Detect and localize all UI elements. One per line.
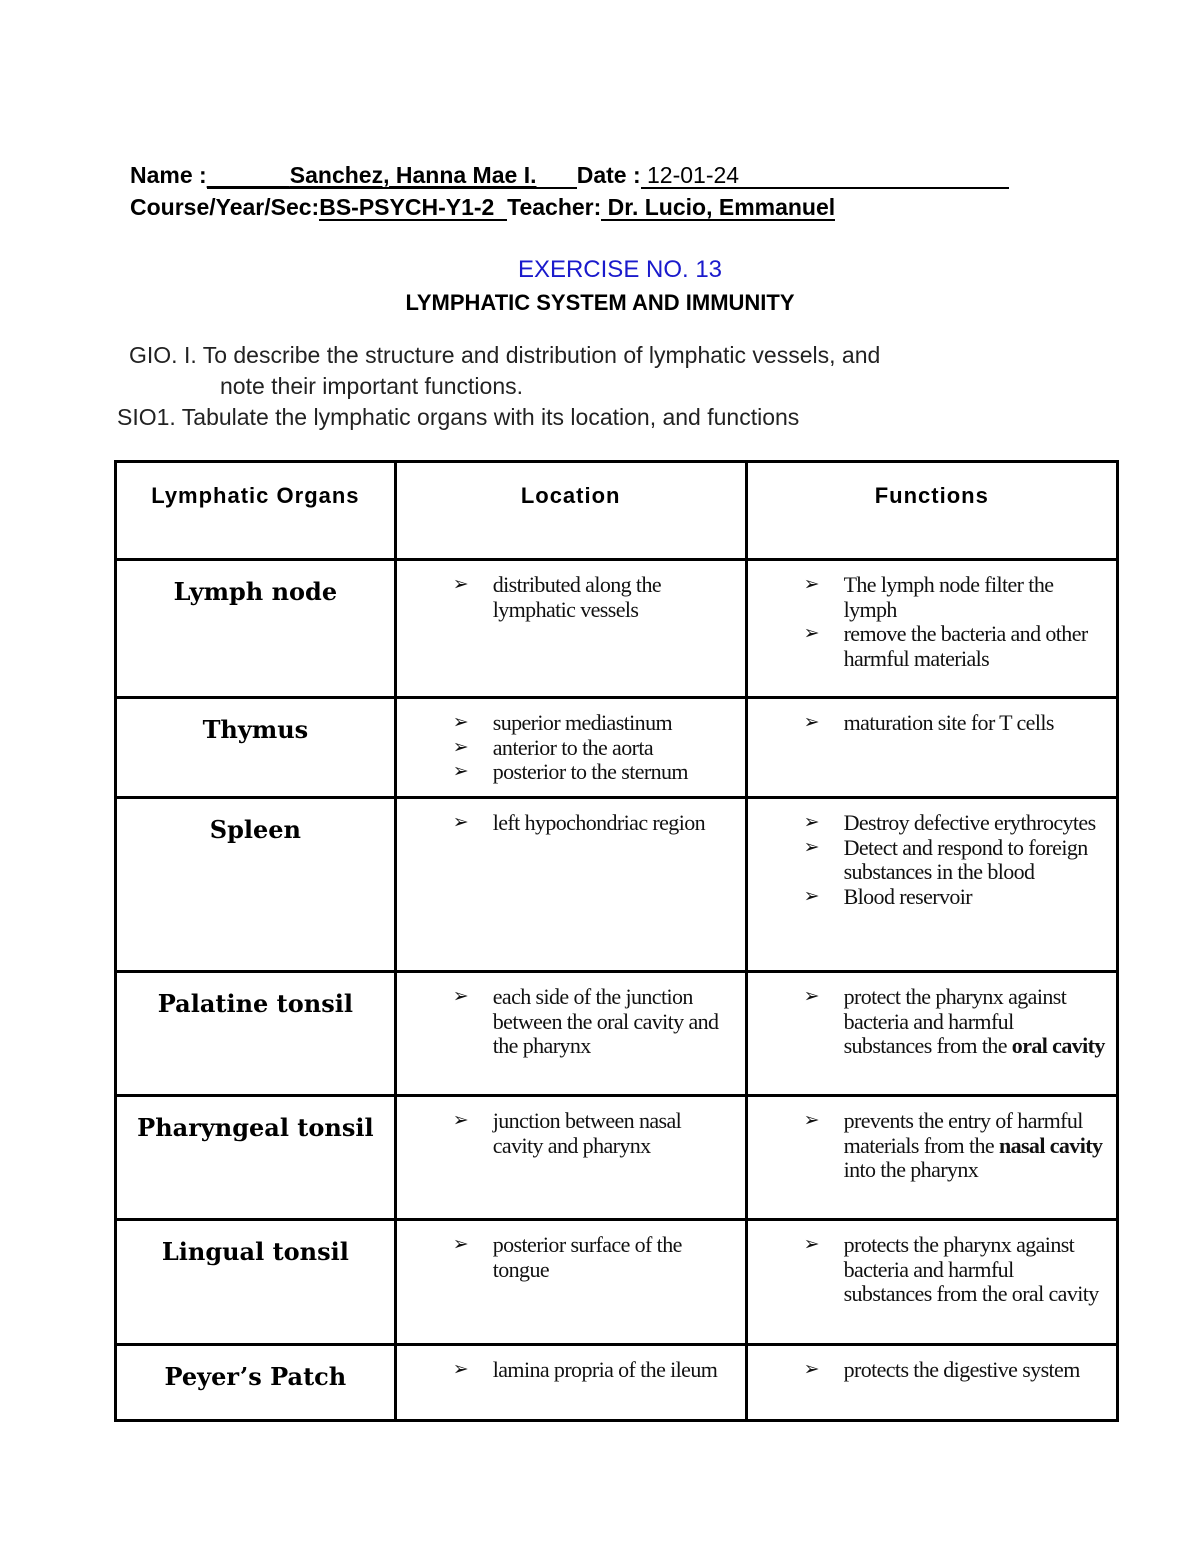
table-row [116,798,1118,972]
location-cell [395,972,746,1096]
arrow-bullet-icon: ➢ [803,623,819,644]
functions-list [748,1221,1116,1315]
arrow-bullet-icon: ➢ [803,812,819,833]
arrow-bullet-icon: ➢ [452,1110,469,1131]
list-item: ➢ posterior surface of the tongue [452,1232,682,1282]
list-item: ➢ protect the pharynx against bacteria and harmful substances from the oral cavity [803,984,1105,1058]
list-item: ➢ left hypochondriac region [452,810,706,835]
list-item: ➢ remove the bacteria and other harmful materials [803,621,1088,671]
list-item: ➢ junction between nasal cavity and pharynx [452,1108,682,1158]
functions-list [748,561,1116,679]
name-label: Name : [130,162,207,188]
functions-cell [746,1345,1117,1421]
table-row [116,560,1118,698]
organ-name: Spleen [116,798,396,972]
list-item: ➢ protects the digestive system [803,1357,1080,1382]
functions-list [748,699,1116,744]
list-item: ➢ distributed along the lymphatic vessels [452,572,662,622]
teacher-label: Teacher: [507,194,602,220]
arrow-bullet-icon: ➢ [803,574,819,595]
functions-cell [746,972,1117,1096]
location-list [397,1097,745,1166]
arrow-bullet-icon: ➢ [452,712,469,733]
functions-list [748,1097,1116,1191]
teacher-value: Dr. Lucio, Emmanuel [601,196,835,221]
table-header-row [116,462,1118,560]
arrow-bullet-icon: ➢ [452,574,469,595]
date-value: 12-01-24 [641,164,1009,189]
arrow-bullet-icon: ➢ [452,736,469,758]
location-cell [395,1345,746,1421]
location-list [397,1221,745,1290]
arrow-bullet-icon: ➢ [452,761,469,782]
organ-name: Palatine tonsil [116,972,396,1096]
location-cell [395,798,746,972]
arrow-bullet-icon: ➢ [452,1234,469,1255]
list-item: ➢ superior mediastinum [452,710,672,735]
organ-name: Pharyngeal tonsil [116,1096,396,1220]
exercise-number: EXERCISE NO. 13 [517,256,723,283]
list-item: ➢ each side of the junction between the oral cavity and the pharynx [452,984,719,1058]
lymphatic-organs-table [114,460,1119,1422]
arrow-bullet-icon: ➢ [803,712,819,733]
location-cell [395,560,746,698]
header-location: Location [395,462,746,560]
location-list [397,973,745,1067]
arrow-bullet-icon: ➢ [452,1359,469,1380]
header-line-name-date [130,164,1009,189]
name-value: Sanchez, Hanna Mae I. [207,164,577,189]
list-item: ➢ prevents the entry of harmful materials from the nasal cavity into the pharynx [803,1108,1103,1182]
header-functions: Functions [746,462,1117,560]
organ-name: Peyer’s Patch [116,1345,396,1421]
table-row [116,972,1118,1096]
arrow-bullet-icon: ➢ [803,1234,819,1255]
arrow-bullet-icon: ➢ [803,885,819,907]
course-value: BS-PSYCH-Y1-2 [319,196,507,221]
list-item: ➢ posterior to the sternum [452,759,688,784]
arrow-bullet-icon: ➢ [803,836,819,858]
location-list [397,1346,745,1391]
arrow-bullet-icon: ➢ [803,986,819,1007]
list-item: ➢ Destroy defective erythrocytes [803,810,1096,835]
arrow-bullet-icon: ➢ [452,812,469,833]
arrow-bullet-icon: ➢ [803,1359,819,1380]
organ-name: Lingual tonsil [116,1220,396,1345]
functions-list [748,1346,1116,1391]
functions-cell [746,560,1117,698]
functions-cell [746,1096,1117,1220]
list-item: ➢ anterior to the aorta [452,734,654,760]
gio-line-2: note their important functions. [220,373,523,399]
table-body [116,560,1118,1421]
header-line-course-teacher [130,196,835,221]
exercise-title: LYMPHATIC SYSTEM AND IMMUNITY [405,290,795,315]
functions-cell [746,798,1117,972]
table-row [116,698,1118,798]
list-item: ➢ maturation site for T cells [803,710,1054,735]
sio-line: SIO1. Tabulate the lymphatic organs with its location, and functions [117,404,800,430]
functions-list [748,973,1116,1067]
location-cell [395,1096,746,1220]
table-row [116,1096,1118,1220]
location-list [397,799,745,844]
functions-cell [746,698,1117,798]
list-item: ➢ Blood reservoir [803,883,973,909]
list-item: ➢ Detect and respond to foreign substances in the blood [803,834,1088,884]
location-cell [395,1220,746,1345]
location-list [397,699,745,793]
arrow-bullet-icon: ➢ [803,1110,819,1131]
course-label: Course/Year/Sec: [130,194,320,220]
organ-name: Thymus [116,698,396,798]
location-cell [395,698,746,798]
table-row [116,1220,1118,1345]
list-item: ➢ protects the pharynx against bacteria and harmful substances from the oral cavity [803,1232,1099,1306]
list-item: ➢ lamina propria of the ileum [452,1357,718,1382]
organ-name: Lymph node [116,560,396,698]
functions-cell [746,1220,1117,1345]
gio-line-1: GIO. I. To describe the structure and distribution of lymphatic vessels, and [129,342,881,368]
arrow-bullet-icon: ➢ [452,986,469,1007]
date-label: Date : [576,162,641,188]
functions-list [748,799,1116,917]
location-list [397,561,745,630]
header-organs: Lymphatic Organs [116,462,396,560]
table-row [116,1345,1118,1421]
list-item: ➢ The lymph node filter the lymph [803,572,1054,622]
